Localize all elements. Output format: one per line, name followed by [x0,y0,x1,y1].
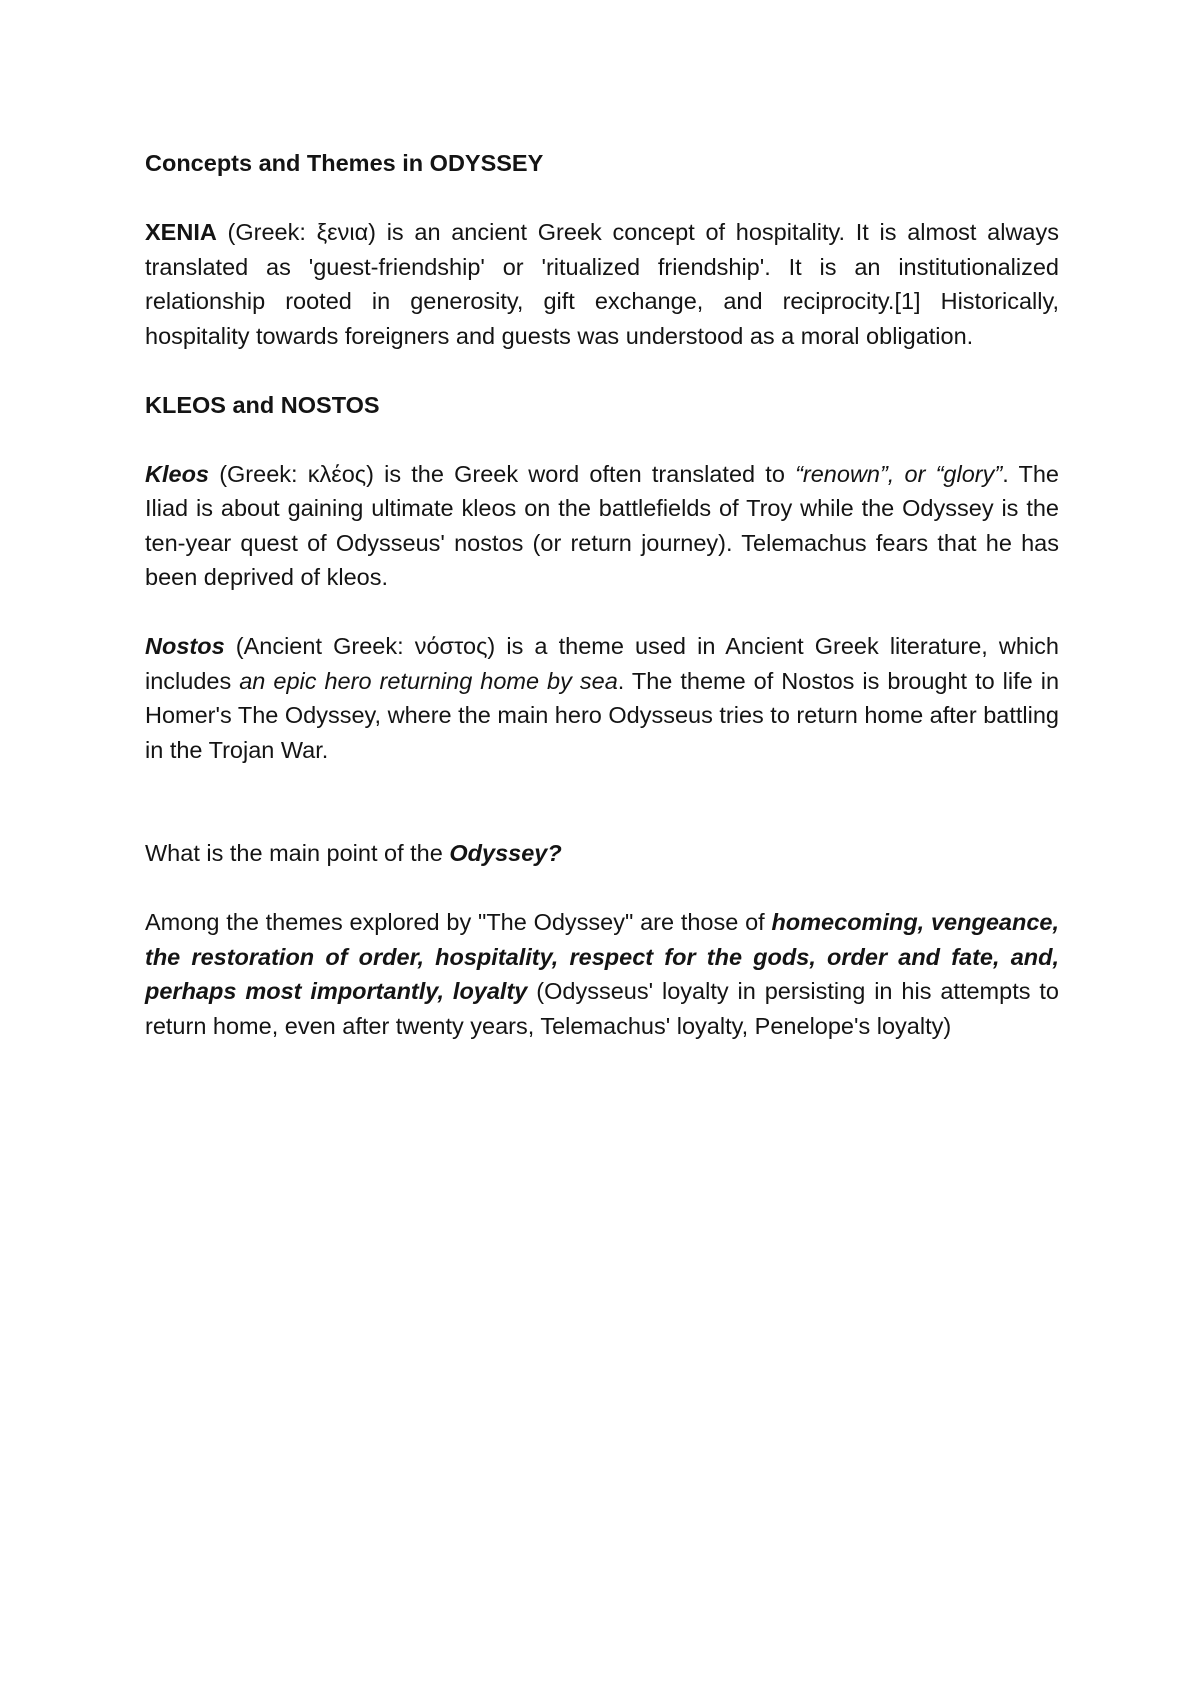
question-paragraph [145,836,1059,871]
kleos-renown: “renown”, or “glory” [795,460,1003,487]
nostos-term: Nostos [145,633,225,659]
answer-themes: homecoming, vengeance, the restoration of order, hospitality, respect for the gods, order and fate, and, perhaps most importantly, loyalty [145,909,1059,1004]
question-text: What is the main point of the [145,840,450,866]
nostos-emphasis: an epic hero returning home by sea [239,667,618,694]
answer-paragraph [145,905,1059,1043]
kleos-nostos-heading: KLEOS and NOSTOS [145,391,380,418]
kleos-text-2: . The Iliad is about gaining ultimate kleos on the battlefields of Troy while the Odyssey is the ten-year quest of Odysseus' nostos (or return journey). Telemachus fears that he has been deprived of kleos. [145,460,1059,590]
document-body [145,146,1059,1043]
xenia-text: (Greek: ξενια) is an ancient Greek concept of hospitality. It is almost always translated as 'guest-friendship' or 'ritualized friendship'. It is an institutionalized relationship rooted in generosity, gift exchange, and reciprocity.[1] Historically, hospitality towards foreigners and guests was understood as a moral obligation. [145,219,1059,349]
xenia-term: XENIA [145,219,217,245]
nostos-text-2: . The theme of Nostos is brought to life in Homer's The Odyssey, where the main hero Odysseus tries to return home after battling in the Trojan War. [145,667,1060,763]
answer-text-1: Among the themes explored by "The Odyssey" are those of [145,909,772,935]
answer-text-2: (Odysseus' loyalty in persisting in his attempts to return home, even after twenty years, Telemachus' loyalty, Penelope's loyalty) [145,978,1059,1039]
nostos-text-1: (Ancient Greek: νόστος) is a theme used in Ancient Greek literature, which includes [145,633,1059,694]
kleos-paragraph [145,457,1059,595]
xenia-paragraph [145,215,1059,353]
document-title: Concepts and Themes in ODYSSEY [145,150,544,176]
kleos-term: Kleos [145,460,209,487]
question-emphasis: Odyssey? [449,840,562,866]
nostos-paragraph [145,629,1059,767]
kleos-text-1: (Greek: κλέος) is the Greek word often translated to [209,460,796,487]
